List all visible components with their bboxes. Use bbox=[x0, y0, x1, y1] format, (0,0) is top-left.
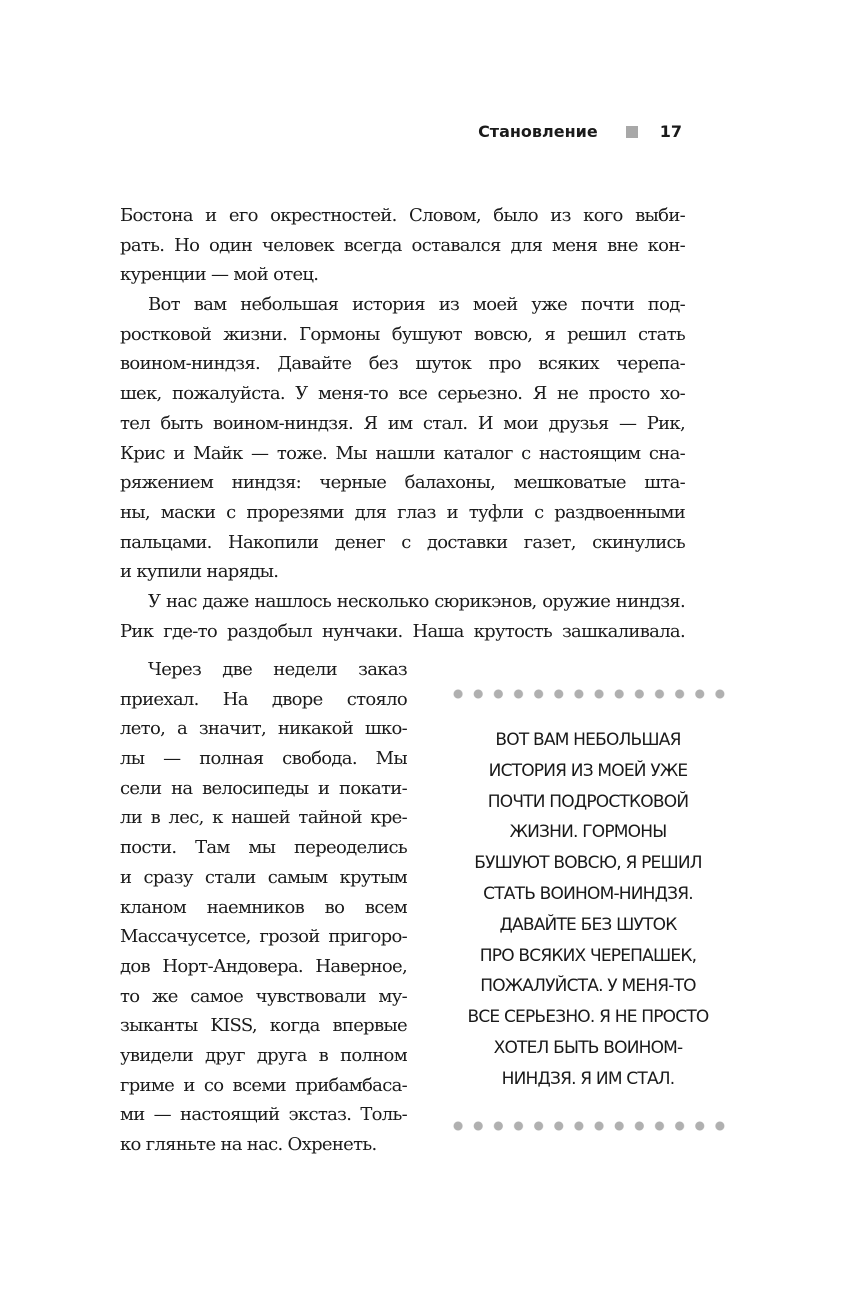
pull-quote-line: ПРО ВСЯКИХ ЧЕРЕПАШЕК, bbox=[479, 945, 697, 966]
pull-quote-line: ПОЧТИ ПОДРОСТКОВОЙ bbox=[487, 791, 689, 812]
text-line: сели на велосипеды и покати- bbox=[120, 777, 407, 799]
text-line: шек, пожалуйста. У меня-то все серьезно. Я не просто хо- bbox=[120, 383, 685, 405]
text-line: приехал. На дворе стояло bbox=[120, 688, 407, 710]
text-line: ростковой жизни. Гормоны бушуют вовсю, я решил стать bbox=[120, 323, 685, 345]
text-line: лы — полная свобода. Мы bbox=[120, 748, 407, 770]
text-line: куренции — мой отец. bbox=[120, 264, 319, 286]
text-line: Вот вам небольшая история из моей уже почти под- bbox=[148, 294, 685, 316]
text-line: ряжением ниндзя: черные балахоны, мешковатые шта- bbox=[120, 472, 685, 494]
text-line: ны, маски с прорезями для глаз и туфли с раздвоенными bbox=[120, 501, 685, 523]
chapter-title: Становление bbox=[478, 122, 598, 141]
main-text-column bbox=[120, 201, 685, 646]
text-line: Рик где-то раздобыл нунчаки. Наша крутость зашкаливала. bbox=[120, 620, 685, 642]
text-line: ко гляньте на нас. Охренеть. bbox=[120, 1134, 377, 1155]
text-line: пости. Там мы переоделись bbox=[120, 837, 407, 859]
text-line: зыканты KISS, когда впервые bbox=[120, 1015, 407, 1037]
page-number: 17 bbox=[659, 122, 682, 141]
text-line: пальцами. Накопили денег с доставки газет, скинулись bbox=[120, 531, 685, 553]
pull-quote-line: ДАВАЙТЕ БЕЗ ШУТОК bbox=[499, 914, 677, 935]
text-line: ли в лес, к нашей тайной кре- bbox=[120, 807, 407, 829]
text-line: воином-ниндзя. Давайте без шуток про всяких черепа- bbox=[120, 353, 685, 375]
pull-quote-dotted-rule-bottom bbox=[448, 1121, 730, 1131]
narrow-text-column bbox=[120, 655, 407, 1160]
running-head bbox=[478, 118, 682, 146]
text-line: кланом наемников во всем bbox=[120, 896, 407, 918]
text-line: Бостона и его окрестностей. Словом, было из кого выби- bbox=[120, 205, 685, 226]
text-line: Массачусетсе, грозой пригоро- bbox=[120, 926, 407, 948]
pull-quote-line: ХОТЕЛ БЫТЬ ВОИНОМ- bbox=[493, 1037, 683, 1058]
text-line: Крис и Майк — тоже. Мы нашли каталог с настоящим сна- bbox=[120, 442, 685, 464]
text-line: увидели друг друга в полном bbox=[120, 1044, 407, 1066]
text-line: Через две недели заказ bbox=[148, 659, 407, 680]
text-line: ми — настоящий экстаз. Толь- bbox=[120, 1104, 407, 1126]
pull-quote-line: ВОТ ВАМ НЕБОЛЬШАЯ bbox=[495, 730, 681, 750]
text-line: У нас даже нашлось несколько сюрикэнов, оружие ниндзя. bbox=[148, 590, 685, 612]
text-line: рать. Но один человек всегда оставался для меня вне кон- bbox=[120, 234, 685, 256]
pull-quote-line: СТАТЬ ВОИНОМ-НИНДЗЯ. bbox=[483, 883, 693, 904]
pull-quote-line: ВСЕ СЕРЬЕЗНО. Я НЕ ПРОСТО bbox=[467, 1007, 709, 1028]
text-line: тел быть воином-ниндзя. Я им стал. И мои друзья — Рик, bbox=[120, 412, 685, 434]
pull-quote-line: БУШУЮТ ВОВСЮ, Я РЕШИЛ bbox=[474, 853, 702, 874]
text-line: дов Норт-Андовера. Наверное, bbox=[120, 955, 407, 977]
pull-quote-line: НИНДЗЯ. Я ИМ СТАЛ. bbox=[501, 1068, 675, 1089]
pull-quote-dotted-rule-top bbox=[448, 689, 730, 699]
text-line: лето, а значит, никакой шко- bbox=[120, 718, 407, 740]
text-line: гриме и со всеми прибамбаса- bbox=[120, 1074, 407, 1096]
square-separator-icon bbox=[626, 126, 638, 138]
pull-quote-line: ИСТОРИЯ ИЗ МОЕЙ УЖЕ bbox=[488, 760, 688, 781]
text-line: то же самое чувствовали му- bbox=[120, 985, 407, 1007]
text-line: и сразу стали самым крутым bbox=[120, 866, 407, 888]
pull-quote bbox=[440, 725, 736, 1095]
pull-quote-line: ПОЖАЛУЙСТА. У МЕНЯ-ТО bbox=[480, 976, 696, 997]
pull-quote-line: ЖИЗНИ. ГОРМОНЫ bbox=[509, 822, 667, 843]
text-line: и купили наряды. bbox=[120, 561, 279, 583]
